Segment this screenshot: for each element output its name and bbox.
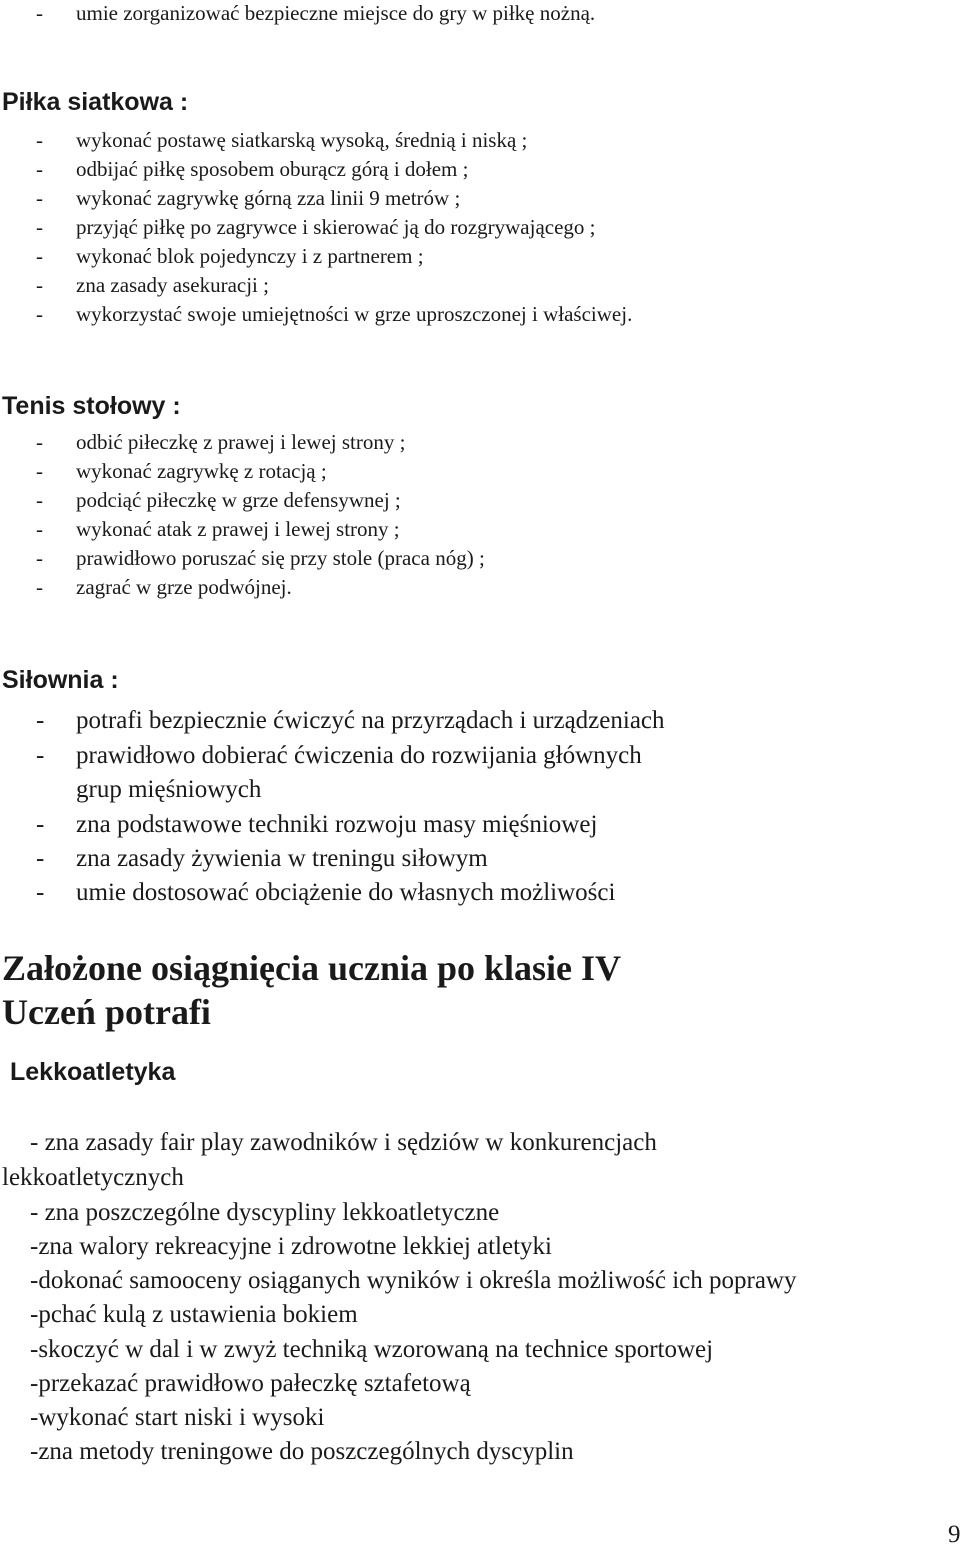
list-item-continuation: lekkoatletycznych bbox=[2, 1164, 184, 1191]
list-item-text: umie zorganizować bezpieczne miejsce do gry w piłkę nożną. bbox=[76, 1, 596, 25]
list-item-text: prawidłowo poruszać się przy stole (praca nóg) ; bbox=[76, 546, 485, 570]
list-item: -dokonać samooceny osiąganych wyników i określa możliwość ich poprawy bbox=[30, 1267, 797, 1294]
list-item: - zna zasady fair play zawodników i sędziów w konkurencjach bbox=[30, 1129, 657, 1156]
list-item: -pchać kulą z ustawienia bokiem bbox=[30, 1301, 358, 1328]
list-item: -przekazać prawidłowo pałeczkę sztafetową bbox=[30, 1370, 471, 1397]
list-item-text: zna zasady żywienia w treningu siłowym bbox=[76, 845, 488, 872]
list-item-text: wykorzystać swoje umiejętności w grze uproszczonej i właściwej. bbox=[76, 302, 633, 326]
list-item-text: zna zasady asekuracji ; bbox=[76, 273, 269, 297]
list-item: - zna poszczególne dyscypliny lekkoatletyczne bbox=[30, 1199, 500, 1226]
list-item: -zna walory rekreacyjne i zdrowotne lekkiej atletyki bbox=[30, 1233, 552, 1260]
list-item-text: zna podstawowe techniki rozwoju masy mięśniowej bbox=[76, 811, 598, 838]
section-heading-gym: Siłownia : bbox=[2, 666, 119, 694]
list-item: -wykonać start niski i wysoki bbox=[30, 1404, 325, 1431]
list-item: -skoczyć w dal i w zwyż techniką wzorowaną na technice sportowej bbox=[30, 1336, 714, 1363]
goals-subtitle: Uczeń potrafi bbox=[2, 992, 211, 1032]
list-item-text: podciąć piłeczkę w grze defensywnej ; bbox=[76, 488, 401, 512]
list-item-text: wykonać atak z prawej i lewej strony ; bbox=[76, 517, 400, 541]
list-item-text: odbijać piłkę sposobem oburącz górą i dołem ; bbox=[76, 157, 469, 181]
list-item-text: wykonać blok pojedynczy i z partnerem ; bbox=[76, 244, 424, 268]
section-heading-athletics: Lekkoatletyka bbox=[10, 1058, 176, 1086]
list-item-text: potrafi bezpiecznie ćwiczyć na przyrządach i urządzeniach bbox=[76, 707, 665, 734]
goals-title: Założone osiągnięcia ucznia po klasie IV bbox=[2, 948, 622, 988]
list-dash: - bbox=[36, 1, 43, 25]
list-item-text: umie dostosować obciążenie do własnych możliwości bbox=[76, 879, 616, 906]
list-item-text: wykonać zagrywkę górną zza linii 9 metrów ; bbox=[76, 186, 461, 210]
section-heading-volleyball: Piłka siatkowa : bbox=[2, 88, 189, 116]
list-item-text: przyjąć piłkę po zagrywce i skierować ją do rozgrywającego ; bbox=[76, 215, 596, 239]
list-item-text: prawidłowo dobierać ćwiczenia do rozwijania głównych bbox=[76, 742, 642, 769]
list-item-text: wykonać postawę siatkarską wysoką, średnią i niską ; bbox=[76, 128, 528, 152]
document-page: - umie zorganizować bezpieczne miejsce do gry w piłkę nożną. Piłka siatkowa : - wykonać postawę siatkarską wysoką, średnią i niską ; - odbijać piłkę sposobem oburącz górą i dołem ; - wykonać zagrywkę górną zza linii 9 metrów ; - przyjąć piłkę po zagrywce i skierować ją do rozgrywającego ; - wykonać blok pojedynczy i z partnerem ; - zna zasady asekuracji ; - wykorzystać swoje umiejętności w grze uproszczonej i właściwej. Tenis stołowy : - odbić piłeczkę z prawej i lewej strony ; - wykonać zagrywkę z rotacją ; - podciąć piłeczkę w grze defensywnej ; - wykonać atak z prawej i lewej strony ; - prawidłowo poruszać się przy stole (praca nóg) ; - zagrać w grze podwójnej. Siłownia : - potrafi bezpiecznie ćwiczyć na przyrządach i urządzeniach - prawidłowo dobierać ćwiczenia do rozwijania głównych grup mięśniowych - zna podstawowe techniki rozwoju masy mięśniowej - zna zasady żywienia w treningu siłowym - umie dostosować obciążenie do własnych możliwości Założone osiągnięcia ucznia po klasie IV Uczeń potrafi Lekkoatletyka - zna zasady fair play zawodników i sędziów w konkurencjach lekkoatletycznych - zna poszczególne dyscypliny lekkoatletyczne -zna walory rekreacyjne i zdrowotne lekkiej atletyki -dokonać samooceny osiąganych wyników i określa możliwość ich poprawy -pchać kulą z ustawienia bokiem -skoczyć w dal i w zwyż techniką wzorowaną na technice sportowej -przekazać prawidłowo pałeczkę sztafetową -wykonać start niski i wysoki -zna metody treningowe do poszczególnych dyscyplin 9 bbox=[2, 1, 960, 1548]
list-item-text: wykonać zagrywkę z rotacją ; bbox=[76, 459, 327, 483]
list-item-text: odbić piłeczkę z prawej i lewej strony ; bbox=[76, 430, 406, 454]
section-heading-table-tennis: Tenis stołowy : bbox=[2, 392, 181, 420]
list-item: -zna metody treningowe do poszczególnych dyscyplin bbox=[30, 1438, 574, 1465]
list-item-text: grup mięśniowych bbox=[76, 776, 262, 803]
list-item-text: zagrać w grze podwójnej. bbox=[76, 575, 292, 599]
page-number: 9 bbox=[948, 1521, 960, 1548]
